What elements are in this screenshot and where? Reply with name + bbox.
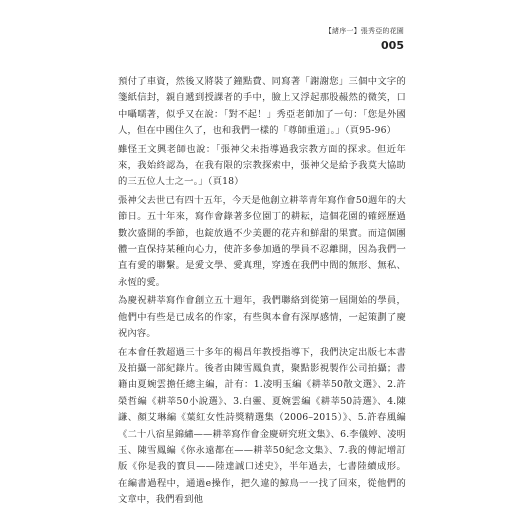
page-header [0,26,404,52]
paragraph: 在本會任教超過三十多年的楊昌年教授指導下，我們決定出版七本書及拍攝一部紀錄片。後者由陳雪鳳負責，聚點影視製作公司拍攝；書籍由夏婉雲擔任總主編，計有：1.凌明玉編《耕莘50散文選》、2.許榮哲編《耕莘50小說選》、3.白靈、夏婉雲編《耕莘50詩選》、4.陳謙、顏艾琳編《葉紅女性詩獎精選集（2006–2015）》、5.許春風編《二十八宿星錦繡——耕莘寫作會金慶研究班文集》、6.李儀婷、凌明玉、陳雪鳳編《你永遠都在——耕莘50紀念文集》、7.我的傳記增訂版《你是我的寶貝——陸達誠口述史》，半年過去，七書陸續成形。在編書過程中，通過e操作，把久違的鯨鳥一一找了回來，從他們的文章中，我們看到他 [118,346,406,506]
paragraph: 張神父去世已有四十五年，今天是他創立耕莘青年寫作會50週年的大節日。五十年來，寫作會錄著多位園丁的耕耘，這個花園的確經歷過數次盛開的季節，也錠放過不少美麗的花卉和鮮甜的果實。而這個團體一直保持某種向心力，使許多參加過的學員不忍離開，因為我們一直有愛的聯繫。是愛文學、愛真理，穿透在我們中間的無形、無私、永恆的愛。 [118,194,406,288]
body-text [118,74,406,511]
paragraph: 為慶祝耕莘寫作會創立五十週年，我們聯絡到從第一屆開始的學員，他們中有些是已成名的作家，有些與本會有深厚感情，一起策劃了慶祝內容。 [118,295,406,340]
paragraph: 預付了車資，然後又將裝了鐘點費、同寫著「謝謝您」三個中文字的箋紙信封，親自遞到授課者的手中，臉上又浮起那股赧然的微笑，口中囁嚅著，似乎又在說：「對不起！」秀亞老師加了一句：「您是外國人，但在中國住久了，也和我們一樣的「尊師重道」。」（頁95-96） [118,76,406,137]
paragraph: 雖怪王文興老師也說：「張神父未指導過我宗教方面的探求。但近年來，我始終認為，在我有限的宗教探索中，張神父是給予我莫大協助的三五位人士之一。」（頁18） [118,143,406,188]
page-number: 005 [381,39,404,52]
running-head: 【緒序一】張秀亞的花園 [324,27,404,35]
